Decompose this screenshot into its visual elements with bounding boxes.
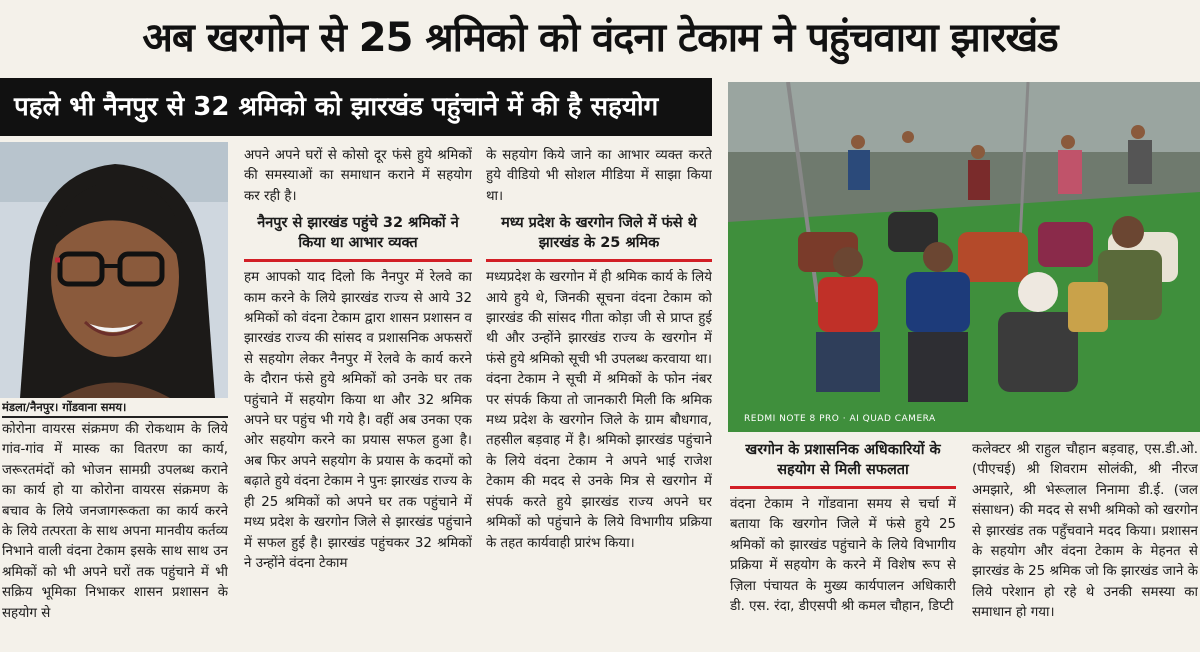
column-3-intro: के सहयोग किये जाने का आभार व्यक्त करते हुये वीडियो भी सोशल मीडिया में साझा किया था।	[486, 148, 712, 204]
column-4	[730, 440, 956, 652]
column-2	[244, 146, 472, 652]
subheadline-bar: पहले भी नैनपुर से 32 श्रमिको को झारखंड पहुंचाने में की है सहयोग	[0, 78, 712, 136]
group-photo	[728, 82, 1200, 432]
column-2-intro: अपने अपने घरों से कोसो दूर फंसे हुये श्रमिकों की समस्याओं का समाधान कराने में सहयोग कर रही है।	[244, 148, 472, 204]
column-1	[2, 420, 228, 652]
column-3-subheading: मध्य प्रदेश के खरगोन जिले में फंसे थे झारखंड के 25 श्रमिक	[486, 213, 712, 262]
photo-watermark: REDMI NOTE 8 PRO · AI QUAD CAMERA	[744, 414, 936, 424]
column-5-body: कलेक्टर श्री राहुल चौहान बड़वाह, एस.डी.ओ.(पीएचई) श्री शिवराम सोलंकी, श्री नीरज अमझारे, श्री भेरूलाल निनामा डी.ई. (जल संसाधन) की मदद से सभी श्रमिको को खरगोन से झारखंड तक पहुँचवाने मदद किया। प्रशासन के सहयोग और वंदना टेकाम के मेहनत से झारखंड के 25 श्रमिक जो कि झारखंड जाने के लिये परेशान हो रहे थे उनकी समस्या का समाधान हो गया।	[972, 442, 1198, 621]
column-3-body: मध्यप्रदेश के खरगोन में ही श्रमिक कार्य के लिये आये हुये थे, जिनकी सूचना वंदना टेकाम को झारखंड की सांसद गीता कोड़ा जी से प्राप्त हुई थी और उन्होंने झारखंड राज्य के खरगोन में फंसे हुये श्रमिको सूची भी उपलब्ध करवाया था। वंदना टेकाम ने सूची में श्रमिकों के फोन नंबर पर संपर्क किया तो जानकारी मिली कि श्रमिक मध्य प्रदेश के खरगोन जिले के ग्राम बौधगाव, तहसील बड़वाह में है। श्रमिको झारखंड पहुंचाने के लिये वंदना टेकाम ने अपने भाई राजेश टेकाम की मदद से उनके मित्र से खरगोन में संपर्क करते हुये झारखंड राज्य अपने घर श्रमिकों को पहुंचाने के लिये विभागीय प्रक्रिया के तहत कार्यवाही प्रारंभ किया।	[486, 270, 712, 551]
column-1-body: कोरोना वायरस संक्रमण की रोकथाम के लिये गांव-गांव में मास्क का वितरण का कार्य, जरूरतमंदों को भोजन सामग्री उपलब्ध कराने का कार्य हो या कोरोना वायरस संक्रमण के बचाव के लिये जनजागरूकता का कार्य करने के लिये तत्परता के साथ अपना मानवीय कर्तव्य निभाने वाली वंदना टेकाम इसके साथ साथ उन श्रमिकों को भी अपने घरों तक पहुंचाने में भी सक्रिय भूमिका निभाकर शासन प्रशासन के सहयोग से	[2, 422, 228, 621]
photo-caption: मंडला/नैनपुर। गोंडवाना समय।	[2, 398, 228, 418]
column-2-subheading: नैनपुर से झारखंड पहुंचे 32 श्रमिकों ने किया था आभार व्यक्त	[244, 213, 472, 262]
column-4-body: वंदना टेकाम ने गोंडवाना समय से चर्चा में बताया कि खरगोन जिले में फंसे हुये 25 श्रमिकों को झारखंड पहुंचाने के लिये विभागीय प्रक्रिया में सहयोग के करने में विशेष रूप से ज़िला पंचायत के मुख्य कार्यपालन अधिकारी डी. एस. रंदा, डीएसपी श्री कमल चौहान, डिप्टी	[730, 497, 956, 615]
column-5	[972, 440, 1198, 652]
column-2-body: हम आपको याद दिलो कि नैनपुर में रेलवे का काम करने के लिये झारखंड राज्य से आये 32 श्रमिकों को वंदना टेकाम द्वारा शासन प्रशासन व झारखंड राज्य की सांसद व प्रशासनिक अफसरों से सहयोग लेकर नैनपुर में रेलवे के कार्य करने के दौरान फंसे हुये श्रमिकों को उनके घर तक पहुंचाने में सहयोग किया था और 32 श्रमिक अपने घर पहुंच भी गये है। वहीं अब उनका एक ओर सहयोग करने का प्रयास सफल हुआ है। अब फिर अपने सहयोग के प्रयास के कदमों को बढ़ाते हुये वंदना टेकाम ने पुनः झारखंड राज्य के ही 25 श्रमिकों को अपने घर तक पहुंचाने में मध्य प्रदेश के खरगोन जिले से झारखंड पहुंचाने में सफल हुई है। झारखंड पहुंचकर 32 श्रमिकों ने उन्होंने वंदना टेकाम	[244, 270, 472, 571]
column-3	[486, 146, 712, 652]
portrait-photo	[0, 142, 228, 398]
column-4-subheading: खरगोन के प्रशासनिक अधिकारियों के सहयोग से मिली सफलता	[730, 440, 956, 489]
headline: अब खरगोन से 25 श्रमिको को वंदना टेकाम ने पहुंचवाया झारखंड	[142, 15, 1058, 61]
